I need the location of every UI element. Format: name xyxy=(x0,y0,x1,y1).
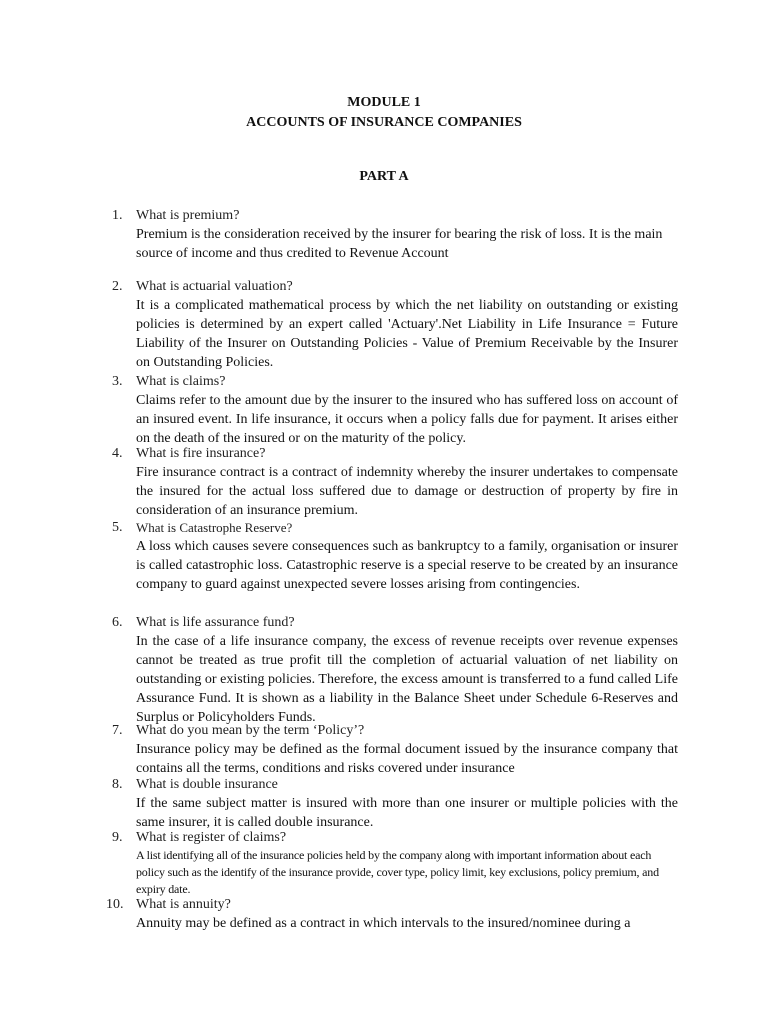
question-number: 2. xyxy=(112,279,123,294)
question-number: 9. xyxy=(112,830,123,845)
question-number: 7. xyxy=(112,723,123,738)
question-text: What is Catastrophe Reserve? xyxy=(136,520,293,535)
question-text: What is annuity? xyxy=(136,897,231,912)
question-number: 1. xyxy=(112,208,123,223)
part-heading: PART A xyxy=(359,169,409,184)
question-number: 3. xyxy=(112,374,123,389)
question-text: What do you mean by the term ‘Policy’? xyxy=(136,723,365,738)
answer-text: Insurance policy may be defined as the formal document issued by the insurance company that contains all the terms, conditions and risks covered under insurance xyxy=(136,742,678,776)
answer-text: Annuity may be defined as a contract in which intervals to the insured/nominee during a xyxy=(136,916,631,931)
question-text: What is claims? xyxy=(136,374,226,389)
question-text: What is premium? xyxy=(136,208,240,223)
list-item xyxy=(112,278,678,372)
answer-text: Claims refer to the amount due by the insurer to the insured who has suffered loss on account of an insured event. In life insurance, it occurs when a policy falls due for payment. It arises either on the death of the insured or on the maturity of the policy. xyxy=(136,393,678,446)
answer-text: Premium is the consideration received by the insurer for bearing the risk of loss. It is the main source of income and thus credited to Revenue Account xyxy=(136,227,663,261)
list-item xyxy=(112,722,678,778)
question-number: 4. xyxy=(112,446,123,461)
list-item xyxy=(106,896,678,933)
list-item xyxy=(112,614,678,727)
question-number: 6. xyxy=(112,615,123,630)
question-text: What is actuarial valuation? xyxy=(136,279,293,294)
answer-text: If the same subject matter is insured with more than one insurer or multiple policies with the same insurer, it is called double insurance. xyxy=(136,796,678,830)
question-text: What is double insurance xyxy=(136,777,278,792)
question-text: What is life assurance fund? xyxy=(136,615,295,630)
list-item xyxy=(112,776,678,832)
answer-text: It is a complicated mathematical process by which the net liability on outstanding or existing policies is determined by an expert called 'Actuary'.Net Liability in Life Insurance = Future Liability of the Insurer on Outstanding Policies - Value of Premium Receivable by the Insurer on Outstanding Policies. xyxy=(136,298,678,370)
list-item xyxy=(112,829,678,898)
list-item xyxy=(112,373,678,448)
list-item xyxy=(112,207,678,263)
question-text: What is register of claims? xyxy=(136,830,287,845)
answer-text: Fire insurance contract is a contract of indemnity whereby the insurer undertakes to compensate the insured for the actual loss suffered due to damage or destruction of property by fire in consideration of an insurance premium. xyxy=(136,465,678,518)
question-number: 8. xyxy=(112,777,123,792)
question-number: 10. xyxy=(106,897,124,912)
list-item xyxy=(112,519,678,594)
answer-text: In the case of a life insurance company, the excess of revenue receipts over revenue expenses cannot be treated as true profit till the completion of actuarial valuation of net liability on outstanding or existing policies. Therefore, the excess amount is transferred to a fund called Life Assurance Fund. It is shown as a liability in the Balance Sheet under Schedule 6-Reserves and Surplus or Policyholders Funds. xyxy=(136,634,678,725)
module-heading: MODULE 1 xyxy=(347,95,421,110)
document-title: ACCOUNTS OF INSURANCE COMPANIES xyxy=(246,115,522,130)
question-text: What is fire insurance? xyxy=(136,446,266,461)
answer-text: A loss which causes severe consequences such as bankruptcy to a family, organisation or insurer is called catastrophic loss. Catastrophic reserve is a special reserve to be created by an insurance company to guard against unexpected severe losses arising from contingencies. xyxy=(136,539,678,592)
question-number: 5. xyxy=(112,520,123,535)
list-item xyxy=(112,445,678,520)
answer-text: A list identifying all of the insurance policies held by the company along with important information about each policy such as the identify of the insurance provide, cover type, policy limit, key exclusions, policy premium, and expiry date. xyxy=(136,848,659,896)
